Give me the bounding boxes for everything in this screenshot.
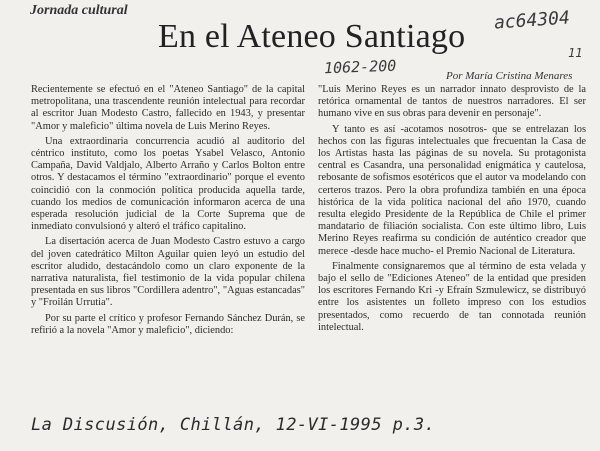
paragraph: La disertación acerca de Juan Modesto Castro estuvo a cargo del joven catedrático Milton Aguilar quien leyó un estudio del escritor aludido, destacándolo como un claro exponente de la narrativa naturalista, fiel testimonio de la vida popular chilena presentada en sus libros "Cordillera adentro", "Aguas estancadas" y "Froilán Urrutia".	[31, 236, 305, 309]
handwritten-reference-id: 1062-200	[323, 56, 397, 78]
paragraph: Recientemente se efectuó en el "Ateneo Santiago" de la capital metropolitana, una trascendente reunión intelectual para recordar al escritor Juan Modesto Castro, fallecido en 1943, y presentar "Amor y maleficio" última novela de Luis Merino Reyes.	[31, 84, 305, 132]
paragraph: Por su parte el crítico y profesor Fernando Sánchez Durán, se refirió a la novela "Amor y maleficio", diciendo:	[31, 312, 305, 336]
paragraph: Y tanto es así -acotamos nosotros- que se entrelazan los hechos con las figuras intelectuales que frecuentan la Casa de los Artistas hasta las páginas de su novela. Su protagonista central es Casandra, una personalidad enigmática y cautelosa, rebosante de sofismos esotéricos que el autor va modelando con certeros trazos. Pero la obra profundiza también en una época histórica de la vida política nacional del año 1970, cuando resulta elegido Presidente de la República de Chile el primer mandatario de filiación socialista. Con este último libro, Luis Merino Reyes reafirma su condición de auténtico creador que merece -desde hace mucho- el Premio Nacional de Literatura.	[318, 123, 586, 257]
handwritten-source-citation: La Discusión, Chillán, 12-VI-1995 p.3.	[31, 415, 436, 435]
article-column-right	[318, 84, 586, 337]
section-label: Jornada cultural	[30, 3, 128, 18]
paragraph: Finalmente consignaremos que al término de esta velada y bajo el sello de "Ediciones Ateneo" de la entidad que presiden los escritores Fernando Kri -y Efraín Szmulewicz, se distribuyó entre los asistentes un folleto impreso con los estudios presentados, como recuerdo de tan connotada reunión intelectual.	[318, 260, 586, 333]
handwritten-page-number: 11	[568, 46, 583, 60]
article-headline: En el Ateneo Santiago	[158, 18, 466, 55]
paragraph: Una extraordinaria concurrencia acudió al auditorio del céntrico instituto, como los poetas Ysabel Velasco, Antonio Campaña, David Valdjalo, Alberto Arraño y Carlos Bolton entre otros. Y destacamos el término "extraordinario" porque el evento coincidió con la conmoción política producida aquella tarde, cuando los medios de comunicación informaron acerca de una esperada resolución judicial de la Corte Suprema que de inmediato convulsionó y alteró el tráfico capitalino.	[31, 135, 305, 233]
paragraph: "Luis Merino Reyes es un narrador innato desprovisto de la retórica ornamental de tantos de nuestros narradores. El ser humano vive en sus obras para devenir en personaje".	[318, 84, 586, 120]
handwritten-archive-code: ac64304	[493, 7, 571, 34]
article-column-left	[31, 84, 305, 340]
article-byline: Por María Cristina Menares	[446, 70, 573, 82]
